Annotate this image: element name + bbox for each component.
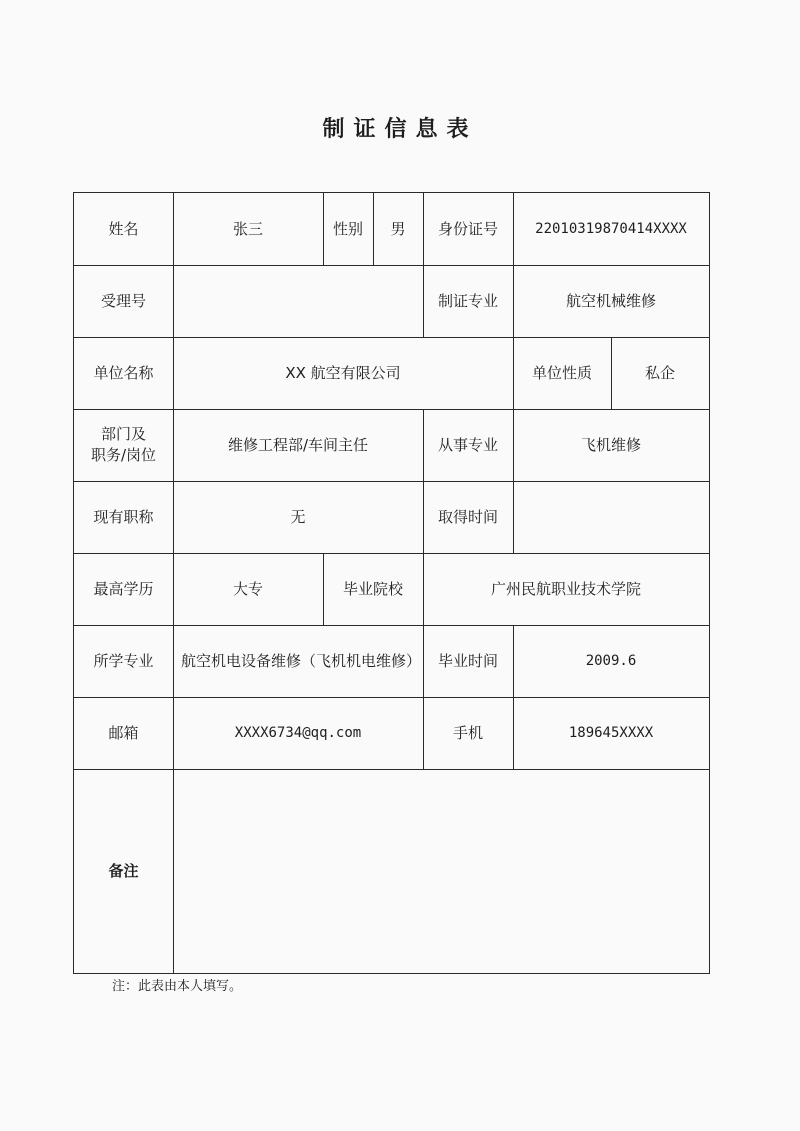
dept-value[interactable]: 维修工程部/车间主任 [227, 435, 369, 454]
unit-value[interactable]: XX 航空有限公司 [285, 363, 401, 382]
email-label: 邮箱 [108, 723, 139, 742]
phone-label: 手机 [452, 723, 483, 742]
cert-major-label: 制证专业 [437, 291, 498, 310]
school-value[interactable]: 广州民航职业技术学院 [490, 579, 641, 598]
cert-major-value[interactable]: 航空机械维修 [565, 291, 656, 310]
grad-time-label: 毕业时间 [437, 651, 498, 670]
work-major-label: 从事专业 [437, 435, 498, 454]
obtain-time-value[interactable] [513, 481, 709, 553]
dept-label: 部门及 职务/岗位 [90, 425, 157, 464]
unit-type-label: 单位性质 [531, 363, 592, 382]
grad-time-value[interactable]: 2009.6 [585, 652, 637, 669]
id-label: 身份证号 [437, 219, 498, 238]
work-major-value[interactable]: 飞机维修 [580, 435, 641, 454]
accept-value[interactable] [173, 265, 423, 337]
info-form [73, 192, 710, 974]
name-value[interactable]: 张三 [232, 219, 263, 238]
remarks-value[interactable] [173, 769, 709, 973]
remarks-label: 备注 [108, 861, 139, 880]
accept-label: 受理号 [100, 291, 146, 310]
edu-value[interactable]: 大专 [232, 579, 263, 598]
phone-value[interactable]: 189645XXXX [568, 724, 654, 741]
studied-major-label: 所学专业 [93, 651, 154, 670]
gender-value[interactable]: 男 [390, 219, 406, 238]
obtain-time-label: 取得时间 [437, 507, 498, 526]
name-label: 姓名 [108, 219, 139, 238]
id-value[interactable]: 22010319870414XXXX [535, 220, 687, 237]
title-value[interactable]: 无 [290, 507, 306, 526]
email-value[interactable]: XXXX6734@qq.com [234, 724, 362, 741]
gender-label: 性别 [332, 219, 363, 238]
unit-type-value[interactable]: 私企 [644, 363, 675, 382]
edu-label: 最高学历 [93, 579, 154, 598]
title-label: 现有职称 [93, 507, 154, 526]
unit-label: 单位名称 [93, 363, 154, 382]
school-label: 毕业院校 [342, 579, 403, 598]
page-title: 制证信息表 [322, 117, 478, 142]
studied-major-value[interactable]: 航空机电设备维修（飞机机电维修） [181, 651, 422, 670]
footnote: 注：此表由本人填写。 [112, 979, 243, 994]
